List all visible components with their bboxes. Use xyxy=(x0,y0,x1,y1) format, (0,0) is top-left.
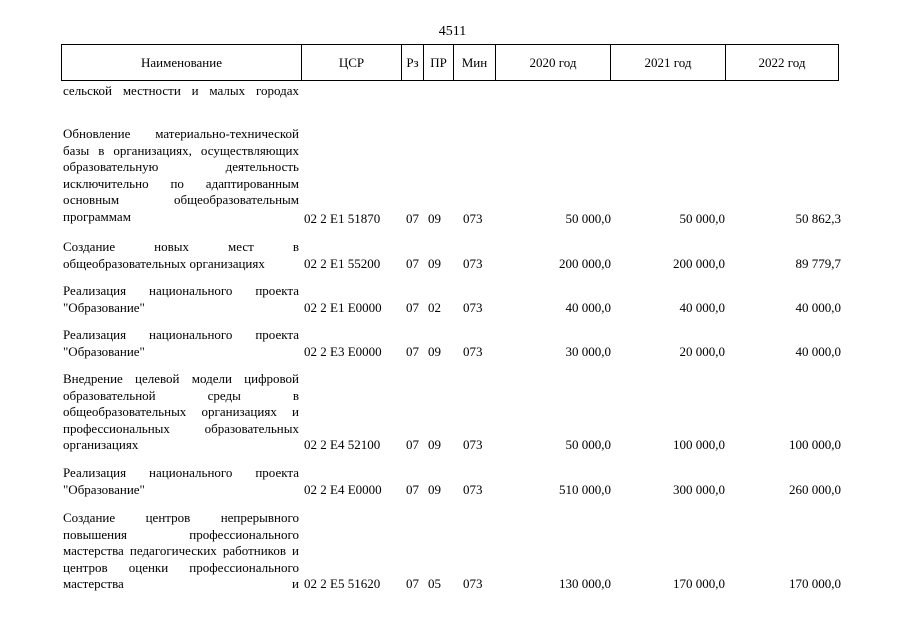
row-2022: 260 000,0 xyxy=(789,482,841,497)
header-2022: 2022 год xyxy=(758,55,806,70)
page-number: 4511 xyxy=(438,24,467,39)
row-name: сельской местности и малых городах xyxy=(63,83,299,98)
row-pr: 09 xyxy=(428,437,441,452)
table-header xyxy=(61,44,839,81)
row-2022: 40 000,0 xyxy=(795,344,841,359)
row-rz: 07 xyxy=(406,300,419,315)
row-pr: 09 xyxy=(428,211,441,226)
row-min: 073 xyxy=(463,300,483,315)
row-2021: 300 000,0 xyxy=(673,482,725,497)
row-rz: 07 xyxy=(406,256,419,271)
row-2020: 130 000,0 xyxy=(559,576,611,591)
row-rz: 07 xyxy=(406,482,419,497)
row-min: 073 xyxy=(463,437,483,452)
row-pr: 09 xyxy=(428,256,441,271)
header-name: Наименование xyxy=(62,45,302,80)
row-name: Создание центров непрерывного повышения профессионального мастерства педагогических работников и центров оценки профессионального мастерства и xyxy=(63,510,299,591)
row-2021: 200 000,0 xyxy=(673,256,725,271)
row-pr: 05 xyxy=(428,576,441,591)
row-2020: 40 000,0 xyxy=(565,300,611,315)
header-min: Мин xyxy=(454,45,496,80)
row-2020: 200 000,0 xyxy=(559,256,611,271)
row-min: 073 xyxy=(463,211,483,226)
row-min: 073 xyxy=(463,344,483,359)
row-csr: 02 2 E4 52100 xyxy=(304,437,381,452)
row-pr: 09 xyxy=(428,344,441,359)
row-2021: 40 000,0 xyxy=(679,300,725,315)
row-min: 073 xyxy=(463,576,483,591)
row-min: 073 xyxy=(463,482,483,497)
row-rz: 07 xyxy=(406,437,419,452)
row-csr: 02 2 E5 51620 xyxy=(304,576,381,591)
row-csr: 02 2 E1 E0000 xyxy=(304,300,382,315)
row-rz: 07 xyxy=(406,211,419,226)
header-csr: ЦСР xyxy=(302,45,402,80)
row-2022: 89 779,7 xyxy=(795,256,841,271)
header-rz: Рз xyxy=(402,45,424,80)
row-2022: 170 000,0 xyxy=(789,576,841,591)
row-csr: 02 2 E4 E0000 xyxy=(304,482,382,497)
row-2022: 50 862,3 xyxy=(795,211,841,226)
row-csr: 02 2 E3 E0000 xyxy=(304,344,382,359)
row-2020: 510 000,0 xyxy=(559,482,611,497)
row-name: Реализация национального проекта "Образование" xyxy=(63,327,299,359)
row-pr: 02 xyxy=(428,300,441,315)
row-name: Реализация национального проекта "Образование" xyxy=(63,283,299,315)
row-csr: 02 2 E1 51870 xyxy=(304,211,381,226)
row-2021: 170 000,0 xyxy=(673,576,725,591)
row-name: Создание новых мест в общеобразовательных организациях xyxy=(63,239,299,271)
row-min: 073 xyxy=(463,256,483,271)
row-name: Внедрение целевой модели цифровой образовательной среды в общеобразовательных организациях и профессиональных образовательных организациях xyxy=(63,371,299,452)
header-2021: 2021 год xyxy=(611,45,726,80)
row-2021: 100 000,0 xyxy=(673,437,725,452)
row-2020: 50 000,0 xyxy=(565,211,611,226)
header-2020: 2020 год xyxy=(496,45,611,80)
row-csr: 02 2 E1 55200 xyxy=(304,256,381,271)
row-2020: 50 000,0 xyxy=(565,437,611,452)
row-pr: 09 xyxy=(428,482,441,497)
row-2022: 40 000,0 xyxy=(795,300,841,315)
row-2020: 30 000,0 xyxy=(565,344,611,359)
row-2021: 20 000,0 xyxy=(679,344,725,359)
header-pr: ПР xyxy=(424,45,454,80)
row-2021: 50 000,0 xyxy=(679,211,725,226)
row-name: Реализация национального проекта "Образование" xyxy=(63,465,299,497)
row-rz: 07 xyxy=(406,344,419,359)
row-2022: 100 000,0 xyxy=(789,437,841,452)
row-rz: 07 xyxy=(406,576,419,591)
row-name: Обновление материально-технической базы в организациях, осуществляющих образовательную деятельность исключительно по адаптированным основным общеобразовательным программам xyxy=(63,126,299,224)
